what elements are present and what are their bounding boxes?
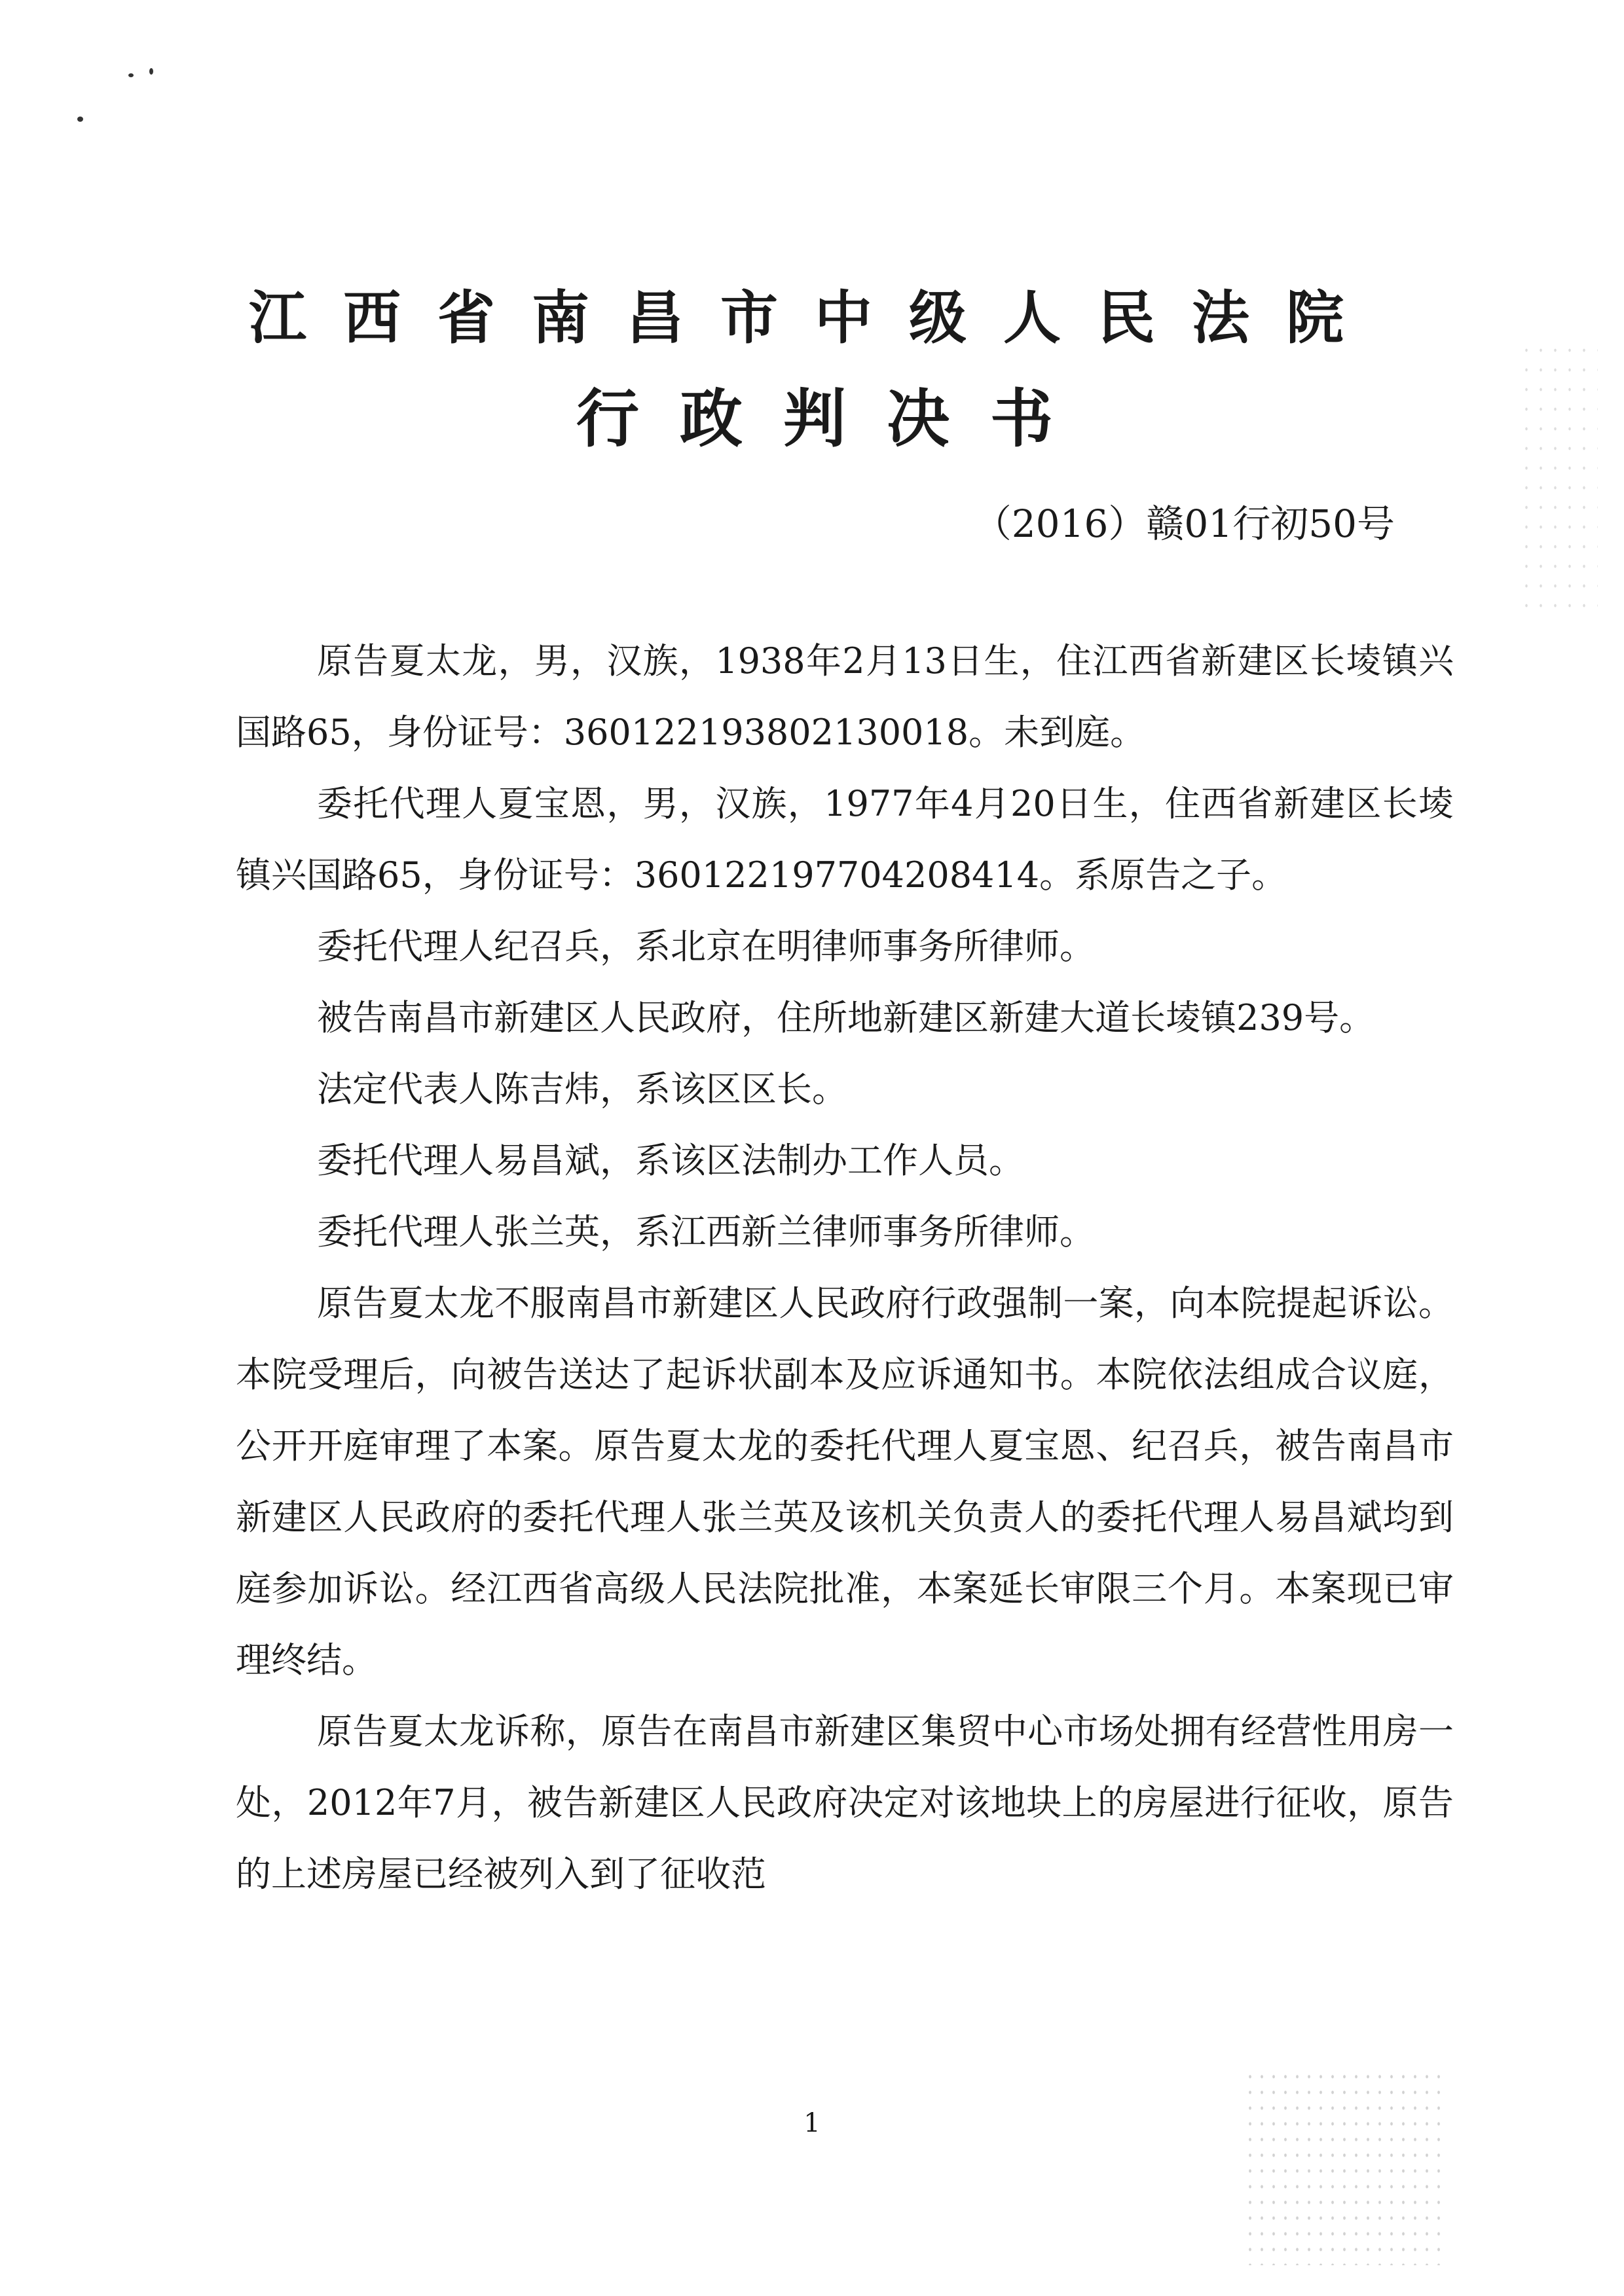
defendant-lawyer-paragraph: 委托代理人张兰英，系江西新兰律师事务所律师。 [317, 1211, 1095, 1252]
scan-speck [77, 117, 83, 122]
scan-speck [128, 73, 134, 77]
defendant-agent-paragraph: 委托代理人易昌斌，系该区法制办工作人员。 [317, 1140, 1024, 1181]
plaintiff-lawyer-paragraph: 委托代理人纪召兵，系北京在明律师事务所律师。 [317, 926, 1095, 967]
procedure-paragraph: 原告夏太龙不服南昌市新建区人民政府行政强制一案，向本院提起诉讼。本院受理后，向被告送达了起诉状副本及应诉通知书。本院依法组成合议庭，公开开庭审理了本案。原告夏太龙的委托代理人夏宝恩、纪召兵，被告南昌市新建区人民政府的委托代理人张兰英及该机关负责人的委托代理人易昌斌均到庭参加诉讼。经江西省高级人民法院批准，本案延长审限三个月。本案现已审理终结。 [236, 1283, 1454, 1681]
document-type: 行政判决书 [576, 382, 1094, 456]
scan-noise [1519, 340, 1598, 615]
case-number: （2016）赣01行初50号 [973, 501, 1395, 546]
court-name: 江西省南昌市中级人民法院 [249, 283, 1381, 352]
claim-paragraph: 原告夏太龙诉称，原告在南昌市新建区集贸中心市场处拥有经营性用房一处，2012年7月，被告新建区人民政府决定对该地块上的房屋进行征收，原告的上述房屋已经被列入到了征收范 [236, 1711, 1454, 1895]
page-number: 1 [803, 2108, 821, 2138]
scan-speck [149, 68, 153, 75]
plaintiff-agent-paragraph: 委托代理人夏宝恩，男，汉族，1977年4月20日生，住西省新建区长堎镇兴国路65，身份证号：360122197704208414。系原告之子。 [236, 783, 1454, 896]
scan-noise [1244, 2069, 1441, 2265]
legal-representative-paragraph: 法定代表人陈吉炜，系该区区长。 [317, 1068, 847, 1110]
defendant-paragraph: 被告南昌市新建区人民政府，住所地新建区新建大道长堎镇239号。 [317, 997, 1375, 1038]
judgment-body [236, 625, 1454, 1910]
plaintiff-paragraph: 原告夏太龙，男，汉族，1938年2月13日生，住江西省新建区长堎镇兴国路65，身份证号：360122193802130018。未到庭。 [236, 640, 1454, 753]
